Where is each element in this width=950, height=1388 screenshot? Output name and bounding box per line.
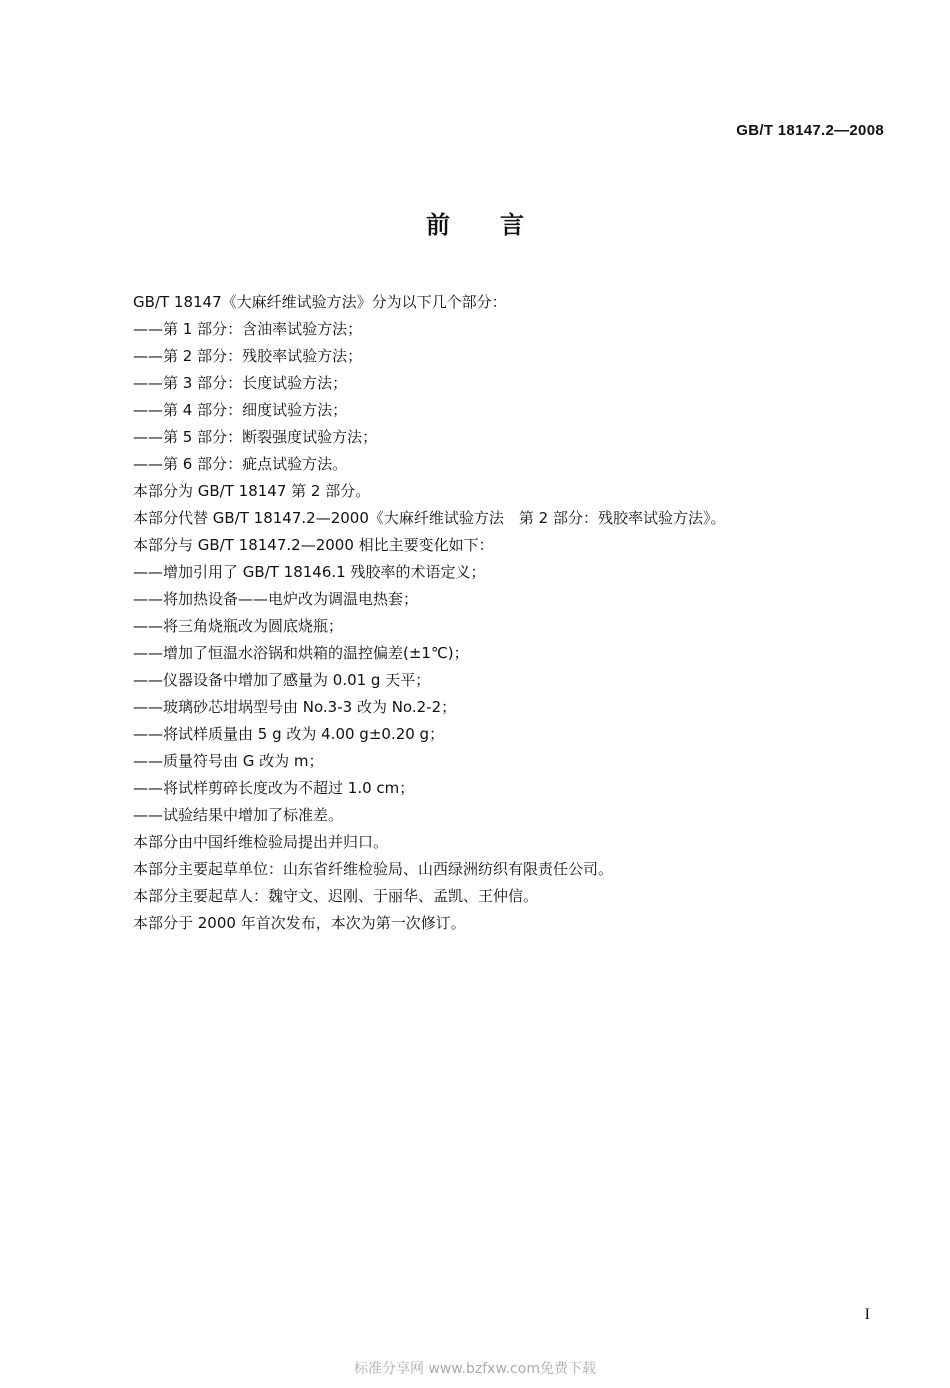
page-title xyxy=(0,205,950,240)
list-item: ——将试样剪碎长度改为不超过 1.0 cm； xyxy=(133,779,415,797)
list-item: ——质量符号由 G 改为 m； xyxy=(133,752,324,770)
list-item: ——增加引用了 GB/T 18146.1 残胶率的术语定义； xyxy=(133,563,486,581)
list-item: ——第 5 部分：断裂强度试验方法； xyxy=(133,428,378,446)
list-item: ——第 4 部分：细度试验方法； xyxy=(133,401,348,419)
list-item: ——第 6 部分：疵点试验方法。 xyxy=(133,455,348,473)
paragraph: 本部分于 2000 年首次发布，本次为第一次修订。 xyxy=(133,914,466,932)
list-item: ——增加了恒温水浴锅和烘箱的温控偏差(±1℃)； xyxy=(133,644,469,662)
title-char-2: 言 xyxy=(500,211,524,239)
paragraph: 本部分主要起草单位：山东省纤维检验局、山西绿洲纺织有限责任公司。 xyxy=(133,860,614,878)
list-item: ——仪器设备中增加了感量为 0.01 g 天平； xyxy=(133,671,431,689)
list-item: ——第 2 部分：残胶率试验方法； xyxy=(133,347,363,365)
standard-number: GB/T 18147.2—2008 xyxy=(736,122,884,139)
paragraph: 本部分与 GB/T 18147.2—2000 相比主要变化如下： xyxy=(133,536,494,554)
paragraph: 本部分代替 GB/T 18147.2—2000《大麻纤维试验方法 第 2 部分：残胶率试验方法》。 xyxy=(133,509,726,527)
paragraph: 本部分为 GB/T 18147 第 2 部分。 xyxy=(133,482,371,500)
paragraph: 本部分主要起草人：魏守文、迟刚、于丽华、孟凯、王仲信。 xyxy=(133,887,539,905)
paragraph: 本部分由中国纤维检验局提出并归口。 xyxy=(133,833,389,851)
list-item: ——玻璃砂芯坩埚型号由 No.3-3 改为 No.2-2； xyxy=(133,698,457,716)
list-item: ——将加热设备——电炉改为调温电热套； xyxy=(133,590,419,608)
list-item: ——第 1 部分：含油率试验方法； xyxy=(133,320,363,338)
paragraph: GB/T 18147《大麻纤维试验方法》分为以下几个部分： xyxy=(133,293,507,311)
page-number: I xyxy=(864,1306,870,1323)
list-item: ——第 3 部分：长度试验方法； xyxy=(133,374,348,392)
watermark: 标准分享网 www.bzfxw.com免费下载 xyxy=(354,1361,596,1377)
list-item: ——将试样质量由 5 g 改为 4.00 g±0.20 g； xyxy=(133,725,445,743)
list-item: ——试验结果中增加了标准差。 xyxy=(133,806,344,824)
title-char-1: 前 xyxy=(426,211,450,239)
foreword-body xyxy=(133,289,853,937)
list-item: ——将三角烧瓶改为圆底烧瓶； xyxy=(133,617,344,635)
